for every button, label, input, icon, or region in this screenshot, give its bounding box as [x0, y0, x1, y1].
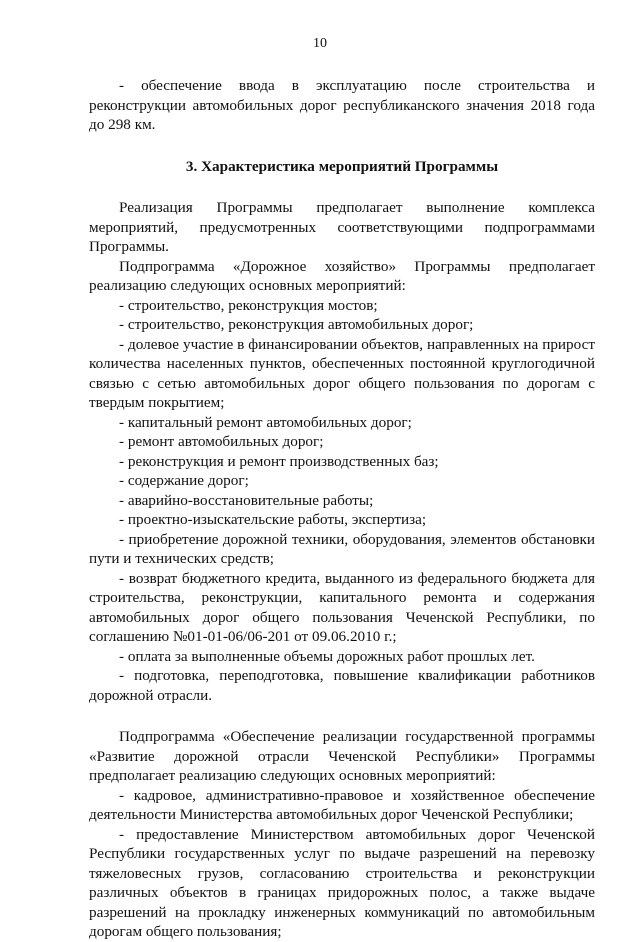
list-item: - строительство, реконструкция автомобильных дорог;	[119, 316, 474, 333]
list-item: - реконструкция и ремонт производственных баз;	[119, 452, 439, 470]
list-item: - строительство, реконструкция мостов;	[119, 296, 378, 314]
section-paragraph-2: Подпрограмма «Дорожное хозяйство» Программы предполагает реализацию следующих основных мероприятий:	[89, 257, 595, 294]
list-item: - предоставление Министерством автомобильных дорог Чеченской Республики государственных услуг по выдаче разрешений на перевозку тяжеловесных грузов, согласованию строительства и реконструкции различных объектов в границах придорожных полос, а также выдаче разрешений на прокладку инженерных коммуникаций по автомобильным дорогам общего пользования;	[89, 825, 595, 940]
list-item: - капитальный ремонт автомобильных дорог;	[119, 413, 412, 431]
list-item: - содержание дорог;	[119, 472, 249, 489]
list-item: - аварийно-восстановительные работы;	[119, 491, 374, 509]
section-heading: 3. Характеристика мероприятий Программы	[185, 157, 499, 175]
intro-paragraph: - обеспечение ввода в эксплуатацию после строительства и реконструкции автомобильных дорог республиканского значения 2018 года до 298 км.	[89, 77, 595, 133]
list-item: - оплата за выполненные объемы дорожных работ прошлых лет.	[119, 647, 535, 665]
list-item: - ремонт автомобильных дорог;	[119, 433, 324, 450]
list-item: - кадровое, административно-правовое и хозяйственное обеспечение деятельности Министерства автомобильных дорог Чеченской Республики;	[89, 786, 595, 823]
list-item: - проектно-изыскательские работы, экспертиза;	[119, 511, 427, 528]
section-paragraph-3: Подпрограмма «Обеспечение реализации государственной программы «Развитие дорожной отрасли Чеченской Республики» Программы предполагает реализацию следующих основных мероприятий:	[89, 728, 595, 784]
list-item: - подготовка, переподготовка, повышение квалификации работников дорожной отрасли.	[89, 667, 595, 704]
page-number: 10	[313, 36, 327, 51]
list-item: - возврат бюджетного кредита, выданного из федерального бюджета для строительства, реконструкции, капитального ремонта и содержания автомобильных дорог общего пользования Чеченской Республики, по соглашению №01-01-06/06-201 от 09.06.2010 г.;	[89, 569, 595, 645]
list-item: - долевое участие в финансировании объектов, направленных на прирост количества населенных пунктов, обеспеченных постоянной круглогодичной связью с сетью автомобильных дорог общего пользования по дорогам с твердым покрытием;	[89, 335, 595, 411]
list-item: - приобретение дорожной техники, оборудования, элементов обстановки пути и технических средств;	[89, 530, 595, 567]
section-paragraph-1: Реализация Программы предполагает выполнение комплекса мероприятий, предусмотренных соответствующими подпрограммами Программы.	[89, 199, 595, 255]
page-content	[89, 76, 595, 942]
